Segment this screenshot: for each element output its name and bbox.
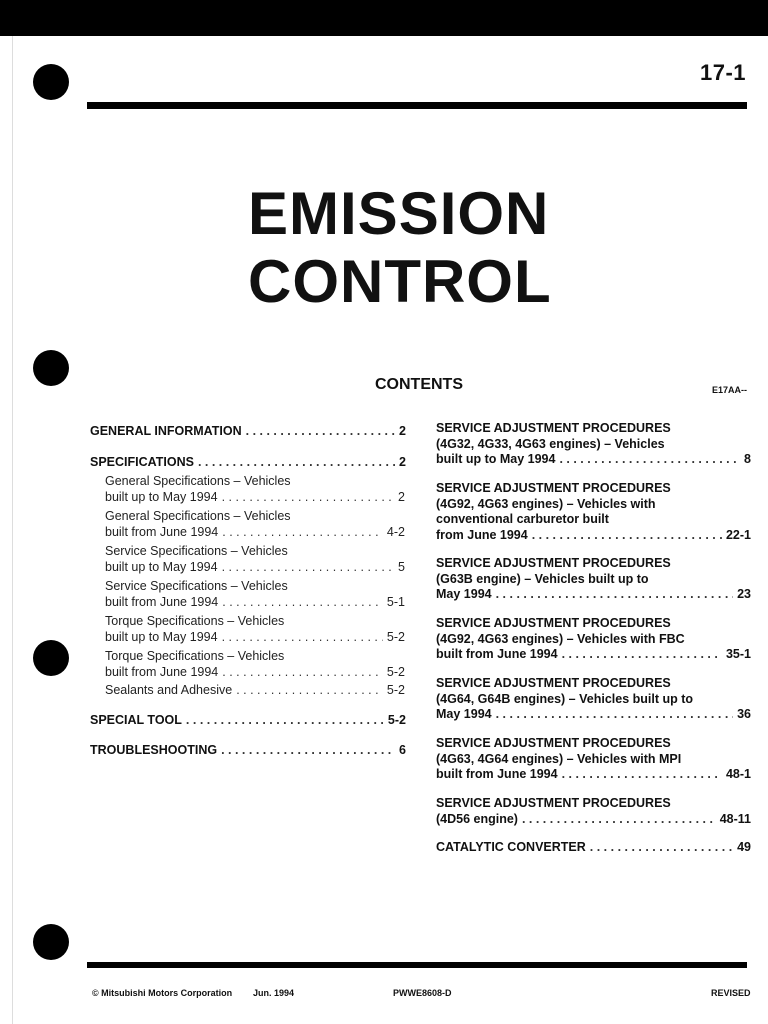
binder-hole-3 <box>33 640 69 676</box>
toc-entry-row <box>436 840 751 856</box>
toc-entry[interactable] <box>90 713 406 729</box>
toc-entry-row <box>90 743 406 759</box>
dot-leader <box>198 455 395 471</box>
dot-leader <box>222 665 383 681</box>
toc-entry-title: May 1994 <box>436 587 492 601</box>
toc-page-number: 5-2 <box>387 713 406 727</box>
toc-entry[interactable] <box>436 840 751 856</box>
left-page-edge <box>0 36 13 1024</box>
footer-status: REVISED <box>711 988 751 998</box>
dot-leader <box>221 743 395 759</box>
toc-page-number: 6 <box>399 743 406 757</box>
toc-entry-row <box>90 424 406 440</box>
toc-entry[interactable] <box>105 544 405 575</box>
toc-entry-line: SERVICE ADJUSTMENT PROCEDURES <box>436 481 671 495</box>
toc-entry-row <box>90 713 406 729</box>
toc-page-number: 48-1 <box>725 767 751 781</box>
toc-entry[interactable] <box>436 796 751 827</box>
toc-entry-row <box>436 587 751 603</box>
toc-entry-line: SERVICE ADJUSTMENT PROCEDURES <box>436 736 671 750</box>
toc-entry-line: conventional carburetor built <box>436 512 609 526</box>
toc-entry-title: built from June 1994 <box>105 664 219 679</box>
toc-entry-title: (4D56 engine) <box>436 811 518 826</box>
toc-page-number: 8 <box>744 452 751 466</box>
dot-leader <box>559 452 740 468</box>
header-rule <box>87 102 747 109</box>
toc-entry-row <box>105 630 405 646</box>
toc-entry-title: built from June 1994 <box>436 647 558 661</box>
toc-page-number: 2 <box>399 455 406 469</box>
toc-entry-row <box>436 707 751 723</box>
toc-entry-line: (4G92, 4G63 engines) – Vehicles with FBC <box>436 631 685 646</box>
toc-entry[interactable] <box>105 649 405 680</box>
dot-leader <box>562 647 722 663</box>
toc-entry-title: built from June 1994 <box>105 524 219 539</box>
toc-entry[interactable] <box>105 683 405 699</box>
toc-entry[interactable] <box>105 614 405 645</box>
toc-entry[interactable] <box>90 743 406 759</box>
footer-copyright: © Mitsubishi Motors Corporation <box>92 988 233 998</box>
dot-leader <box>222 630 383 646</box>
toc-entry-line: SERVICE ADJUSTMENT PROCEDURES <box>436 421 671 435</box>
toc-page-number: 5-2 <box>386 664 405 679</box>
toc-entry-title: built up to May 1994 <box>105 629 218 644</box>
toc-entry-line: Service Specifications – Vehicles <box>105 579 288 593</box>
toc-entry[interactable] <box>105 509 405 540</box>
dot-leader <box>496 587 733 603</box>
toc-entry-line: Torque Specifications – Vehicles <box>105 649 285 663</box>
title-line-2: CONTROL <box>248 248 552 315</box>
top-black-band <box>0 0 768 36</box>
binder-hole-1 <box>33 64 69 100</box>
toc-page-number: 5-2 <box>386 683 405 697</box>
toc-entry-row <box>105 490 405 506</box>
toc-entry[interactable] <box>105 579 405 610</box>
toc-entry-title: SPECIAL TOOL <box>90 713 182 727</box>
toc-entry-title: GENERAL INFORMATION <box>90 424 242 438</box>
toc-entry-line: Service Specifications – Vehicles <box>105 544 288 558</box>
toc-entry-title: TROUBLESHOOTING <box>90 743 218 757</box>
dot-leader <box>222 490 394 506</box>
toc-page-number: 35-1 <box>725 647 751 661</box>
toc-entry-title: built from June 1994 <box>436 767 558 781</box>
footer-rule <box>87 962 747 968</box>
toc-entry-line: SERVICE ADJUSTMENT PROCEDURES <box>436 616 671 630</box>
toc-entry[interactable] <box>436 481 751 543</box>
toc-page-number: 2 <box>399 424 406 438</box>
toc-entry[interactable] <box>436 421 751 468</box>
binder-hole-4 <box>33 924 69 960</box>
toc-entry-line: (4G64, G64B engines) – Vehicles built up to <box>436 691 694 706</box>
dot-leader <box>562 767 722 783</box>
contents-heading: CONTENTS <box>375 376 463 393</box>
toc-entry-line: Torque Specifications – Vehicles <box>105 614 285 628</box>
toc-entry-line: (4G92, 4G63 engines) – Vehicles with <box>436 496 656 511</box>
toc-entry[interactable] <box>436 616 751 663</box>
toc-page-number: 48-11 <box>719 811 751 826</box>
toc-page-number: 2 <box>398 489 405 504</box>
dot-leader <box>236 683 383 699</box>
toc-page-number: 36 <box>737 707 751 721</box>
toc-entry[interactable] <box>436 736 751 783</box>
toc-page-number: 23 <box>737 587 751 601</box>
dot-leader <box>522 812 716 828</box>
toc-entry-row <box>436 767 751 783</box>
toc-entry[interactable] <box>90 455 406 471</box>
toc-entry-line: General Specifications – Vehicles <box>105 474 291 488</box>
toc-entry-row <box>436 528 751 544</box>
toc-page-number: 4-2 <box>386 524 405 539</box>
toc-entry[interactable] <box>436 676 751 723</box>
page-title <box>248 180 552 316</box>
footer-publication-code: PWWE8608-D <box>393 988 452 998</box>
toc-entry-row <box>105 665 405 681</box>
toc-page-number: 49 <box>737 840 751 854</box>
toc-entry-row <box>105 525 405 541</box>
toc-entry-row <box>105 595 405 611</box>
page-number: 17-1 <box>700 60 747 85</box>
toc-entry-title: built up to May 1994 <box>105 489 218 504</box>
dot-leader <box>532 528 722 544</box>
title-line-1: EMISSION <box>248 180 550 247</box>
toc-entry-title: built up to May 1994 <box>105 559 218 574</box>
document-code: E17AA-- <box>712 385 748 395</box>
toc-entry-title: built up to May 1994 <box>436 452 556 466</box>
dot-leader <box>222 560 394 576</box>
toc-entry-title: Sealants and Adhesive <box>105 683 233 697</box>
toc-page-number: 5 <box>398 559 405 574</box>
toc-entry-title: SPECIFICATIONS <box>90 455 194 469</box>
toc-entry-row <box>436 452 751 468</box>
toc-entry-title: CATALYTIC CONVERTER <box>436 840 586 854</box>
toc-entry-title: from June 1994 <box>436 527 528 542</box>
dot-leader <box>222 595 383 611</box>
toc-page-number: 5-2 <box>386 629 405 644</box>
toc-entry-line: (4G63, 4G64 engines) – Vehicles with MPI <box>436 751 682 766</box>
dot-leader <box>222 525 383 541</box>
toc-page-number: 22-1 <box>725 527 751 542</box>
dot-leader <box>246 424 395 440</box>
toc-page-number: 5-1 <box>386 594 405 609</box>
toc-entry-row <box>90 455 406 471</box>
toc-entry-line: (G63B engine) – Vehicles built up to <box>436 571 649 586</box>
toc-entry[interactable] <box>90 424 406 440</box>
dot-leader <box>186 713 384 729</box>
toc-entry-row <box>105 683 405 699</box>
toc-entry-line: SERVICE ADJUSTMENT PROCEDURES <box>436 796 671 810</box>
toc-entry[interactable] <box>105 474 405 505</box>
toc-entry-line: SERVICE ADJUSTMENT PROCEDURES <box>436 556 671 570</box>
toc-entry-line: (4G32, 4G33, 4G63 engines) – Vehicles <box>436 436 665 451</box>
dot-leader <box>496 707 733 723</box>
toc-entry-row <box>105 560 405 576</box>
footer-date: Jun. 1994 <box>253 988 295 998</box>
toc-entry-line: General Specifications – Vehicles <box>105 509 291 523</box>
dot-leader <box>590 840 733 856</box>
binder-hole-2 <box>33 350 69 386</box>
toc-entry-title: May 1994 <box>436 707 492 721</box>
toc-entry-line: SERVICE ADJUSTMENT PROCEDURES <box>436 676 671 690</box>
toc-entry-title: built from June 1994 <box>105 594 219 609</box>
toc-entry-row <box>436 647 751 663</box>
toc-entry[interactable] <box>436 556 751 603</box>
toc-entry-row <box>436 812 751 828</box>
